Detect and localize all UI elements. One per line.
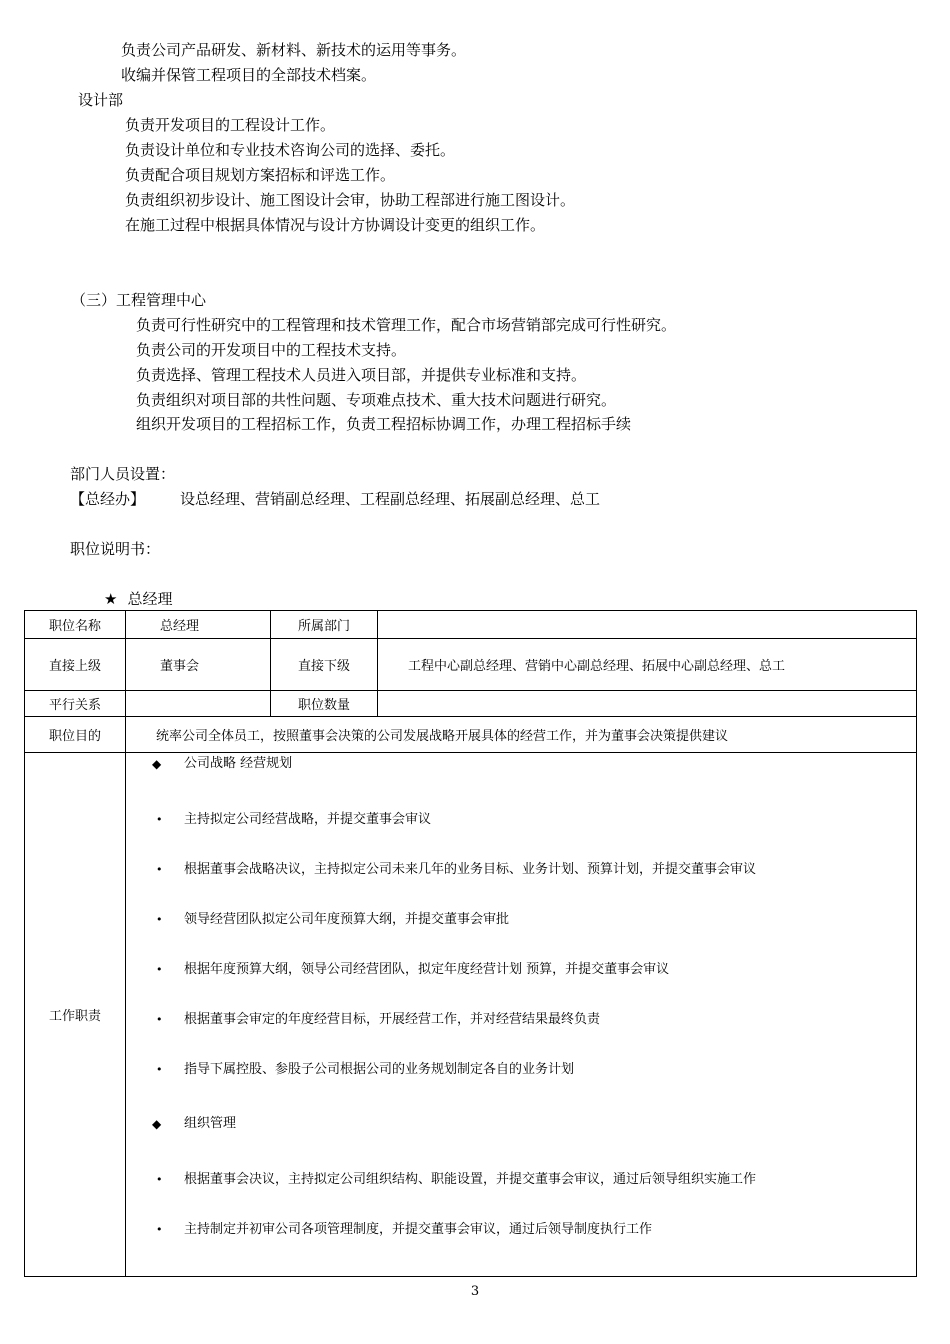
engineering-center-title: （三）工程管理中心 [71,291,207,309]
table-row [25,717,917,753]
bullet-icon: • [156,1063,163,1076]
duty-item-text: 根据董事会决议，主持拟定公司组织结构、职能设置，并提交董事会审议，通过后领导组织实施工作 [184,1172,757,1187]
subordinate-value: 工程中心副总经理、营销中心副总经理、拓展中心副总经理、总工 [378,639,917,691]
purpose-label: 职位目的 [25,717,126,753]
intro-line: 负责公司产品研发、新材料、新技术的运用等事务。 [121,41,467,59]
job-title-label: 职位名称 [25,611,126,639]
duty-item-text: 主持拟定公司经营战略，并提交董事会审议 [184,812,432,827]
count-value [378,691,917,717]
star-icon: ★ [104,590,118,608]
subordinate-label: 直接下级 [271,639,378,691]
bullet-icon: • [156,1223,163,1236]
job-title-value: 总经理 [126,611,271,639]
duty-section-title: 组织管理 [184,1116,237,1131]
office-staffing-text: 设总经理、营销副总经理、工程副总经理、拓展副总经理、总工 [180,490,601,508]
duties-cell [126,753,917,1277]
duty-item-text: 根据董事会审定的年度经营目标，开展经营工作，并对经营结果最终负责 [184,1012,601,1027]
dept-label: 所属部门 [271,611,378,639]
duty-item-text: 领导经营团队拟定公司年度预算大纲，并提交董事会审批 [184,912,510,927]
peer-label: 平行关系 [25,691,126,717]
superior-value: 董事会 [126,639,271,691]
design-dept-item: 负责组织初步设计、施工图设计会审，协助工程部进行施工图设计。 [125,191,576,209]
bullet-icon: • [156,813,163,826]
staffing-title: 部门人员设置： [70,465,176,483]
page-number: 3 [470,1284,480,1299]
bullet-icon: • [156,1173,163,1186]
duties-label: 工作职责 [25,753,126,1277]
bullet-icon: • [156,863,163,876]
bullet-icon: • [156,913,163,926]
design-dept-item: 负责设计单位和专业技术咨询公司的选择、委托。 [125,141,456,159]
count-label: 职位数量 [271,691,378,717]
peer-value [126,691,271,717]
design-dept-item: 负责配合项目规划方案招标和评选工作。 [125,166,396,184]
table-row [25,611,917,639]
duty-section-title: 公司战略 经营规划 [184,756,293,771]
diamond-icon: ◆ [152,757,162,771]
job-desc-title: 职位说明书： [70,540,161,558]
diamond-icon: ◆ [152,1117,162,1131]
design-dept-title: 设计部 [78,91,124,109]
position-heading [104,589,172,609]
design-dept-item: 在施工过程中根据具体情况与设计方协调设计变更的组织工作。 [125,216,546,234]
duties-list [126,753,916,1273]
duty-item-text: 指导下属控股、参股子公司根据公司的业务规划制定各自的业务计划 [184,1062,575,1077]
engineering-center-item: 负责可行性研究中的工程管理和技术管理工作，配合市场营销部完成可行性研究。 [136,316,677,334]
superior-label: 直接上级 [25,639,126,691]
table-row [25,753,917,1277]
engineering-center-item: 负责公司的开发项目中的工程技术支持。 [136,341,407,359]
dept-value [378,611,917,639]
bullet-icon: • [156,1013,163,1026]
duty-item-text: 主持制定并初审公司各项管理制度，并提交董事会审议，通过后领导制度执行工作 [184,1222,653,1237]
table-row [25,691,917,717]
engineering-center-item: 负责组织对项目部的共性问题、专项难点技术、重大技术问题进行研究。 [136,391,617,409]
design-dept-item: 负责开发项目的工程设计工作。 [125,116,336,134]
bullet-icon: • [156,963,163,976]
intro-line: 收编并保管工程项目的全部技术档案。 [121,66,377,84]
office-label: 【总经办】 [70,490,146,508]
engineering-center-item: 组织开发项目的工程招标工作，负责工程招标协调工作，办理工程招标手续 [136,415,632,433]
purpose-value: 统率公司全体员工，按照董事会决策的公司发展战略开展具体的经营工作，并为董事会决策提供建议 [126,717,917,753]
engineering-center-item: 负责选择、管理工程技术人员进入项目部，并提供专业标准和支持。 [136,366,587,384]
duty-item-text: 根据年度预算大纲，领导公司经营团队，拟定年度经营计划 预算，并提交董事会审议 [184,962,670,977]
job-description-table [24,610,917,1277]
position-heading-text: 总经理 [127,590,173,608]
duty-item-text: 根据董事会战略决议，主持拟定公司未来几年的业务目标、业务计划、预算计划，并提交董事会审议 [184,862,757,877]
table-row [25,639,917,691]
